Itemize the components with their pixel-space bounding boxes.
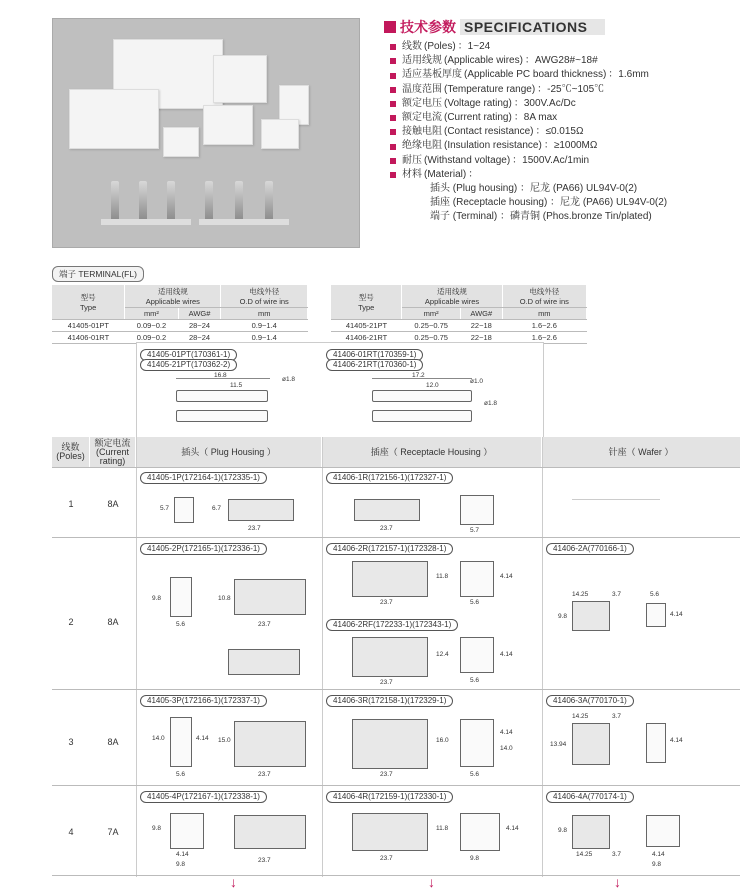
row-3-wafer-side-drawing [572,723,610,765]
table-cell: 22~18 [460,332,502,344]
wires-header: 适用线规 Applicable wires [402,285,502,308]
dim-text: 14.0 [152,735,165,742]
spec-value: ：8A max [513,112,558,124]
spec-row [390,54,740,68]
dim-text: 15.0 [218,737,231,744]
row-4-recept-side-drawing [352,813,428,851]
spec-row [390,168,740,182]
dim-text: 16.0 [436,737,449,744]
mm-header: mm [221,308,308,320]
row-2-rf-front-drawing [460,637,494,673]
receptacle-image [203,105,253,145]
od-header: 电线外径 O.D of wire ins [221,285,308,308]
row-4-plug-side-drawing [234,815,306,849]
product-grid [52,437,740,877]
header-plug: 插头（ Plug Housing ） [136,437,322,467]
dim-text: 16.8 [214,372,227,379]
grid-vline [136,437,137,877]
row-2-plug-bottom-drawing [228,649,300,675]
terminal-label: 端子 TERMINAL(FL) [52,266,144,282]
dim-text: 23.7 [248,525,261,532]
bullet-icon [390,101,396,107]
terminal-pin-image [111,181,119,221]
spec-cn: 绝缘电阻 [402,140,442,152]
spec-cn: 温度范围 [402,83,442,95]
grid-vline [322,437,323,877]
dim-text: 11.8 [436,573,449,580]
spec-value: ：1.6mm [608,69,649,81]
header-wafer: 针座（ Wafer ） [542,437,740,467]
spec-row [390,68,740,82]
dim-text: 12.4 [436,651,449,658]
table-cell: 28~24 [178,332,221,344]
spec-value: ：1500V.Ac/1min [512,154,590,166]
row-1-current: 8A [107,499,119,509]
spec-value: ：300V.Ac/Dc [513,97,576,109]
table-cell: 0.09~0.2 [125,320,178,332]
table-cell: 41405-01PT [52,320,125,332]
dim-text: 17.2 [412,372,425,379]
table-row [52,320,308,332]
spec-cn: 额定电压 [402,97,442,109]
spec-cn: 适应基板厚度 [402,69,462,81]
material-row: 插头 (Plug housing) ：尼龙 (PA66) UL94V-0(2) [430,183,638,195]
terminal-right-top-drawing [372,410,472,422]
row-2-recept-label: 41406-2R(172157-1)(172328-1) [326,543,453,555]
grid-vline [542,437,543,877]
bullet-icon [390,158,396,164]
dim-text: 5.6 [176,771,186,778]
row-4-wafer-front-drawing [646,815,680,847]
mm2-header: mm² [402,308,460,320]
bullet-icon [390,172,396,178]
dim-text: 9.8 [152,825,162,832]
spec-en: (Material) [424,168,467,180]
row-3-plug-side-drawing [234,721,306,767]
dim-text: 5.6 [470,599,480,606]
terminal-pin-image [167,181,175,221]
dim-text: 4.14 [176,851,189,858]
grid-row-line [52,875,740,876]
table-cell: 1.6~2.6 [502,320,586,332]
dim-text: 5.7 [470,527,480,534]
dim-text: 4.14 [670,737,683,744]
material-row: 插座 (Receptacle housing) ：尼龙 (PA66) UL94V-0(2) [430,197,668,209]
row-4-wafer-side-drawing [572,815,610,849]
small-housing-image [213,55,267,103]
spec-cn: 额定电流 [402,112,442,124]
terminal-left-side-drawing [176,390,268,402]
spec-row [390,97,740,111]
spec-cn: 适用线规 [402,55,442,67]
dim-text: 3.7 [612,851,622,858]
spec-value: ：1~24 [457,41,491,52]
dim-text: 10.8 [218,595,231,602]
down-arrow-icon: ↓ [614,874,621,890]
bullet-icon [390,44,396,50]
grid-row-line [52,537,740,538]
dim-text: 11.8 [436,825,449,832]
terminal-right-side-drawing [372,390,472,402]
row-3-wafer-label: 41406-3A(770170-1) [546,695,634,707]
dim-text: ø1.8 [282,376,296,383]
dim-text: 5.7 [160,505,170,512]
dim-text: 14.0 [500,745,513,752]
dim-text: 11.5 [230,382,243,389]
dim-text: 6.7 [212,505,222,512]
terminal-pin-image [205,181,213,221]
row-4-wafer-label: 41406-4A(770174-1) [546,791,634,803]
grid-row-line [52,467,740,468]
row-2-plug-front-drawing [170,577,192,617]
row-2-wafer-side-drawing [572,601,610,631]
dim-text: 23.7 [258,771,271,778]
spec-value: ：AWG28#~18# [524,55,598,67]
dim-text: 4.14 [196,735,209,742]
heading-square-icon [384,21,396,33]
dim-text: 9.8 [558,827,568,834]
row-2-recept2-label: 41406-2RF(172233-1)(172343-1) [326,619,458,631]
product-photo [52,18,360,248]
row-2-rf-side-drawing [352,637,428,677]
spec-row [390,125,740,139]
table-cell: 0.09~0.2 [125,332,178,344]
down-arrow-icon: ↓ [428,874,435,890]
dim-text: ø1.0 [470,378,484,385]
row-4-recept-front-drawing [460,813,500,851]
dim-text: ø1.8 [484,400,498,407]
table-cell: 22~18 [460,320,502,332]
table-cell: 41406-21RT [331,332,402,344]
header-poles: 线数 (Poles) [52,437,90,467]
awg-header: AWG# [178,308,221,320]
terminal-left-label-1: 41405-01PT(170361-1) [140,349,237,361]
table-cell: 41406-01RT [52,332,125,344]
grid-row-line [52,785,740,786]
dim-text: 5.6 [470,771,480,778]
wafer-image [163,127,199,157]
terminal-table-right [331,285,587,344]
dim-text: 14.25 [572,713,589,720]
row-3-recept-front-drawing [460,719,494,767]
dim-text: 3.7 [612,591,622,598]
row-2-wafer-front-drawing [646,603,666,627]
dim-text: 9.8 [176,861,186,868]
dim-text: 23.7 [258,857,271,864]
terminal-left-label-2: 41405-21PT(170362-2) [140,359,237,371]
dim-text: 14.25 [572,591,589,598]
spec-cn: 线数 [402,41,422,52]
table-cell: 0.9~1.4 [221,332,308,344]
spec-heading [384,18,605,36]
row-2-current: 8A [107,617,119,627]
header-current: 额定电流 (Current rating) [90,437,136,467]
bullet-icon [390,87,396,93]
terminal-pin-image [265,181,273,221]
spec-cn: 接触电阻 [402,126,442,138]
mm-header: mm [502,308,586,320]
spec-en: (Applicable wires) [444,55,523,67]
wires-header: 适用线规 Applicable wires [125,285,221,308]
spec-row [390,40,740,54]
row-1-recept-label: 41406-1R(172156-1)(172327-1) [326,472,453,484]
dim-text: 23.7 [380,599,393,606]
terminal-right-label-1: 41406-01RT(170359-1) [326,349,423,361]
row-1-recept-side-drawing [354,499,420,521]
row-4-plug-label: 41405-4P(172167-1)(172338-1) [140,791,267,803]
spec-title-en: SPECIFICATIONS [460,19,605,35]
table-cell: 0.25~0.75 [402,332,460,344]
od-header: 电线外径 O.D of wire ins [502,285,586,308]
spec-value: ： [468,168,479,180]
dim-text: 9.8 [652,861,662,868]
row-1-plug-front-drawing [174,497,194,523]
row-2-poles: 2 [68,617,74,627]
row-2-plug-side-drawing [234,579,306,615]
spec-row [390,111,740,125]
spec-value: ：≥1000MΩ [543,140,598,152]
bullet-icon [390,58,396,64]
row-3-current: 8A [107,737,119,747]
spec-row [390,83,740,97]
spec-en: (Voltage rating) [444,97,512,109]
type-header: 型号 Type [52,285,125,320]
row-4-current: 7A [107,827,119,837]
bullet-icon [390,129,396,135]
dim-text: 4.14 [500,573,513,580]
dim-text: 3.7 [612,713,622,720]
spec-en: (Temperature range) [444,83,536,95]
dim-text: 23.7 [380,771,393,778]
row-4-plug-front-drawing [170,813,204,849]
spec-cn: 耐压 [402,154,422,166]
terminal-pin-image [235,181,243,221]
dim-text: 4.14 [500,729,513,736]
terminal-table-left [52,285,308,344]
row-3-wafer-front-drawing [646,723,666,763]
terminal-pin-image [139,181,147,221]
small-plug-image [261,119,299,149]
header-receptacle: 插座（ Receptacle Housing ） [322,437,542,467]
dim-text: 12.0 [426,382,439,389]
terminal-strip [199,219,289,225]
row-2-plug-label: 41405-2P(172165-1)(172336-1) [140,543,267,555]
spec-en: (Current rating) [444,112,512,124]
row-1-plug-label: 41405-1P(172164-1)(172335-1) [140,472,267,484]
spec-en: (Applicable PC board thickness) [464,69,607,81]
mm2-header: mm² [125,308,178,320]
row-4-recept-label: 41406-4R(172159-1)(172330-1) [326,791,453,803]
spec-row [390,154,740,168]
row-2-recept-side-drawing [352,561,428,597]
bullet-icon [390,144,396,150]
table-cell: 1.6~2.6 [502,332,586,344]
row-2-wafer-label: 41406-2A(770166-1) [546,543,634,555]
spec-row [390,139,740,153]
row-3-plug-label: 41405-3P(172166-1)(172337-1) [140,695,267,707]
bullet-icon [390,115,396,121]
material-row: 端子 (Terminal) ：磷青铜 (Phos.bronze Tin/plated) [430,211,652,223]
row-3-poles: 3 [68,737,74,747]
bullet-icon [390,73,396,79]
spec-en: (Poles) [424,41,456,52]
grid-row-line [52,689,740,690]
spec-cn: 材料 [402,168,422,180]
type-header: 型号 Type [331,285,402,320]
row-2-recept-front-drawing [460,561,494,597]
dim-text: 23.7 [380,855,393,862]
row-3-recept-label: 41406-3R(172158-1)(172329-1) [326,695,453,707]
spec-en: (Insulation resistance) [444,140,542,152]
terminal-left-top-drawing [176,410,268,422]
awg-header: AWG# [460,308,502,320]
table-cell: 0.9~1.4 [221,320,308,332]
row-1-plug-side-drawing [228,499,294,521]
spec-value: ：-25℃~105℃ [537,83,605,95]
table-row [331,320,587,332]
large-housing-image [69,89,159,149]
down-arrow-icon: ↓ [230,874,237,890]
spec-title-cn: 技术参数 [400,19,456,35]
table-cell: 41405-21PT [331,320,402,332]
dim-text: 4.14 [670,611,683,618]
row-1-wafer-empty [572,499,660,500]
dim-text: 13.94 [550,741,567,748]
table-cell: 0.25~0.75 [402,320,460,332]
terminal-right-label-2: 41406-21RT(170360-1) [326,359,423,371]
dim-text: 4.14 [506,825,519,832]
dim-text: 4.14 [500,651,513,658]
spec-en: (Contact resistance) [444,126,534,138]
dim-text: 9.8 [470,855,480,862]
dim-text: 5.6 [470,677,480,684]
row-1-poles: 1 [68,499,74,509]
dim-text: 9.8 [558,613,568,620]
terminal-strip [101,219,191,225]
row-4-poles: 4 [68,827,74,837]
spec-en: (Withstand voltage) [424,154,511,166]
spec-list [390,40,740,225]
dim-text: 5.6 [176,621,186,628]
table-cell: 28~24 [178,320,221,332]
dim-text: 23.7 [380,679,393,686]
dim-text: 23.7 [258,621,271,628]
row-1-recept-front-drawing [460,495,494,525]
dim-text: 5.6 [650,591,660,598]
dim-text: 14.25 [576,851,593,858]
dim-text: 9.8 [152,595,162,602]
row-3-plug-front-drawing [170,717,192,767]
spec-value: ：≤0.015Ω [535,126,584,138]
dim-text: 4.14 [652,851,665,858]
row-3-recept-side-drawing [352,719,428,769]
dim-text: 23.7 [380,525,393,532]
